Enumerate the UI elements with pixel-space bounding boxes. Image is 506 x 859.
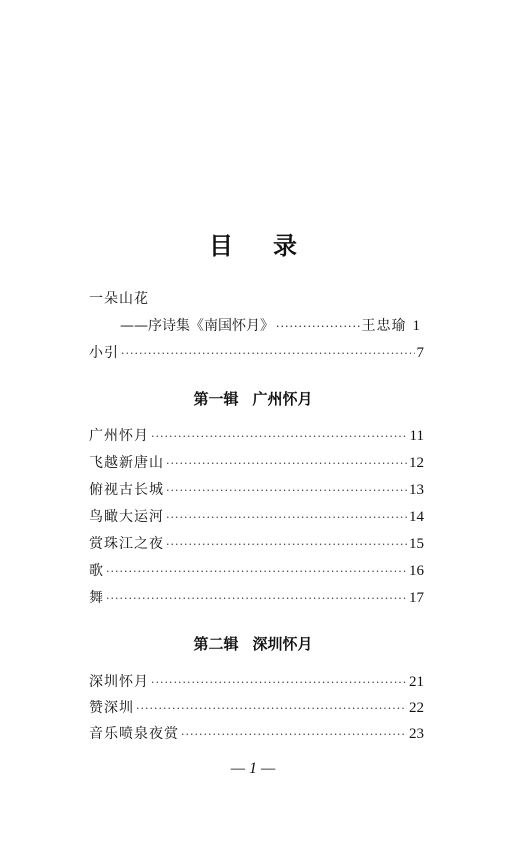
toc-entry[interactable] (89, 672, 424, 692)
entry-page: 12 (409, 455, 424, 471)
page-number-footer: — 1 — (230, 760, 276, 777)
toc-entry[interactable] (89, 507, 424, 527)
leader-dots (166, 481, 407, 501)
entry-page: 7 (416, 345, 424, 361)
toc-entry[interactable] (89, 561, 424, 581)
section-label: 第一辑 (193, 390, 239, 408)
preface-entry[interactable] (120, 316, 420, 336)
entry-title: 歌 (89, 563, 104, 579)
section-label: 第二辑 (193, 635, 239, 653)
toc-entry[interactable] (89, 724, 424, 744)
entry-title: 鸟瞰大运河 (89, 509, 164, 525)
toc-entry[interactable] (89, 588, 424, 608)
toc-entry-intro[interactable] (89, 343, 424, 363)
entry-page: 15 (409, 536, 424, 552)
entry-page: 21 (409, 674, 424, 690)
toc-entry[interactable] (89, 453, 424, 473)
toc-entry[interactable] (89, 698, 424, 718)
entry-page: 23 (409, 726, 424, 742)
entry-title: 深圳怀月 (89, 674, 149, 690)
toc-entry[interactable] (89, 426, 424, 446)
preface-author: 王忠瑜 (361, 318, 407, 334)
preface-subtitle: ——序诗集《南国怀月》 (120, 318, 274, 334)
entry-title: 广州怀月 (89, 428, 149, 444)
entry-title: 飞越新唐山 (89, 455, 164, 471)
leader-dots (136, 699, 407, 719)
preface-page: 1 (412, 318, 420, 334)
entry-page: 13 (409, 482, 424, 498)
leader-dots (106, 589, 407, 609)
entry-page: 16 (409, 563, 424, 579)
entry-title: 小引 (89, 345, 119, 361)
entry-page: 14 (409, 509, 424, 525)
entry-title: 舞 (89, 590, 104, 606)
toc-entry[interactable] (89, 480, 424, 500)
title-part-1: 目 (209, 232, 233, 260)
section-name: 深圳怀月 (252, 635, 313, 653)
title-part-2: 录 (273, 232, 297, 260)
leader-dots (121, 344, 415, 364)
preface-title: 一朵山花 (89, 291, 149, 307)
entry-page: 17 (409, 590, 424, 606)
leader-dots (151, 673, 407, 693)
leader-dots (166, 454, 407, 474)
leader-dots (181, 725, 407, 745)
section-heading-1 (0, 388, 506, 409)
page-title (0, 226, 506, 261)
section-heading-2 (0, 633, 506, 654)
entry-page: 11 (409, 428, 424, 444)
leader-dots (166, 508, 407, 528)
leader-dots (106, 562, 407, 582)
leader-dots (276, 317, 360, 337)
entry-title: 赏珠江之夜 (89, 536, 164, 552)
entry-page: 22 (409, 700, 424, 716)
entry-title: 俯视古长城 (89, 482, 164, 498)
leader-dots (151, 427, 408, 447)
entry-title: 赞深圳 (89, 700, 134, 716)
leader-dots (166, 535, 407, 555)
toc-entry[interactable] (89, 534, 424, 554)
section-name: 广州怀月 (252, 390, 313, 408)
entry-title: 音乐喷泉夜赏 (89, 726, 179, 742)
